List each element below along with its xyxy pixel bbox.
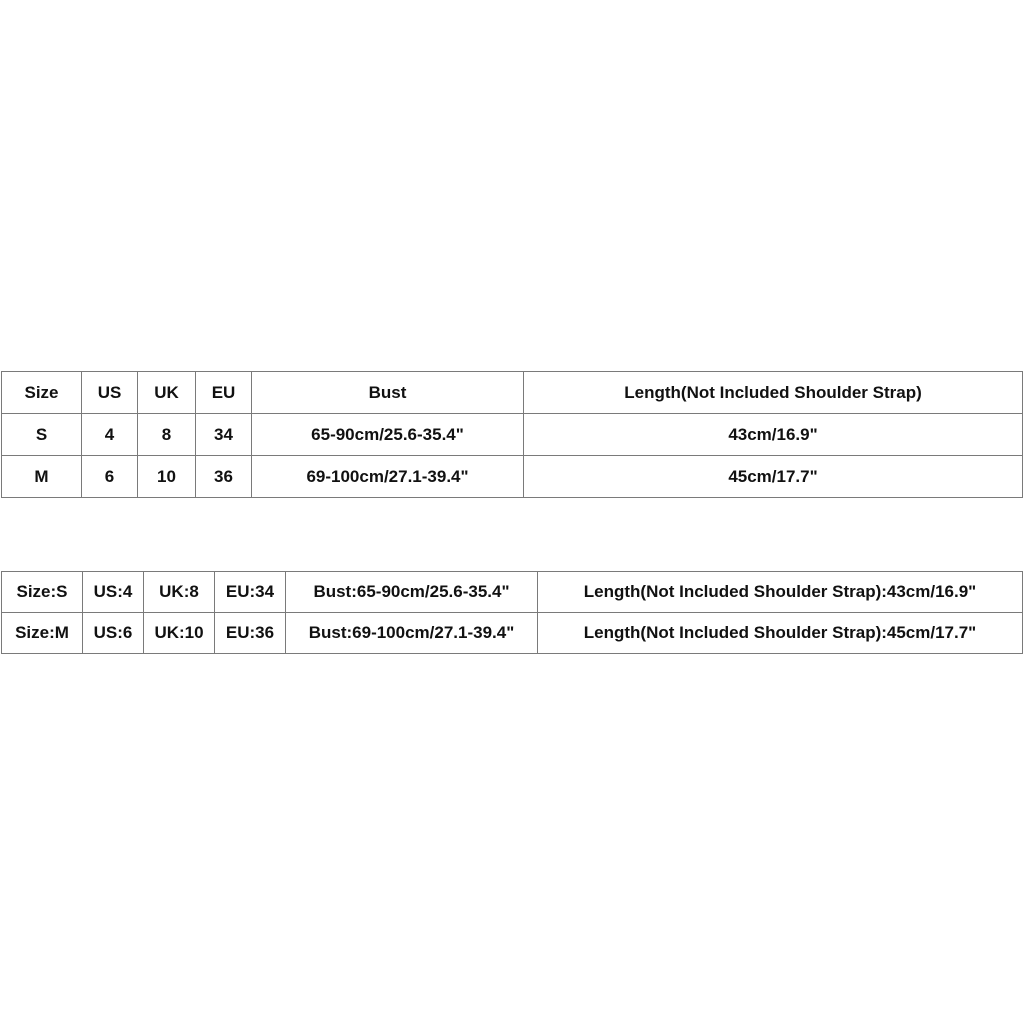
table-row bbox=[2, 456, 1023, 498]
cell-eu: EU:34 bbox=[215, 572, 286, 613]
cell-uk: 10 bbox=[138, 456, 196, 498]
header-size: Size bbox=[2, 372, 82, 414]
header-us: US bbox=[82, 372, 138, 414]
size-chart-table bbox=[1, 371, 1023, 498]
header-eu: EU bbox=[196, 372, 252, 414]
header-uk: UK bbox=[138, 372, 196, 414]
cell-eu: EU:36 bbox=[215, 613, 286, 654]
cell-size: M bbox=[2, 456, 82, 498]
table-header-row bbox=[2, 372, 1023, 414]
cell-bust: Bust:69-100cm/27.1-39.4" bbox=[286, 613, 538, 654]
cell-us: 4 bbox=[82, 414, 138, 456]
table-row bbox=[2, 613, 1023, 654]
cell-uk: 8 bbox=[138, 414, 196, 456]
cell-bust: 69-100cm/27.1-39.4" bbox=[252, 456, 524, 498]
cell-length: 45cm/17.7" bbox=[524, 456, 1023, 498]
cell-uk: UK:10 bbox=[144, 613, 215, 654]
table-row bbox=[2, 414, 1023, 456]
cell-length: Length(Not Included Shoulder Strap):45cm/17.7" bbox=[538, 613, 1023, 654]
header-bust: Bust bbox=[252, 372, 524, 414]
cell-size: Size:S bbox=[2, 572, 83, 613]
cell-size: Size:M bbox=[2, 613, 83, 654]
cell-size: S bbox=[2, 414, 82, 456]
cell-length: Length(Not Included Shoulder Strap):43cm/16.9" bbox=[538, 572, 1023, 613]
cell-uk: UK:8 bbox=[144, 572, 215, 613]
cell-eu: 34 bbox=[196, 414, 252, 456]
cell-bust: 65-90cm/25.6-35.4" bbox=[252, 414, 524, 456]
cell-us: US:6 bbox=[83, 613, 144, 654]
size-chart-inline-table bbox=[1, 571, 1023, 654]
table-row bbox=[2, 572, 1023, 613]
cell-us: US:4 bbox=[83, 572, 144, 613]
cell-bust: Bust:65-90cm/25.6-35.4" bbox=[286, 572, 538, 613]
header-length: Length(Not Included Shoulder Strap) bbox=[524, 372, 1023, 414]
cell-us: 6 bbox=[82, 456, 138, 498]
cell-eu: 36 bbox=[196, 456, 252, 498]
cell-length: 43cm/16.9" bbox=[524, 414, 1023, 456]
